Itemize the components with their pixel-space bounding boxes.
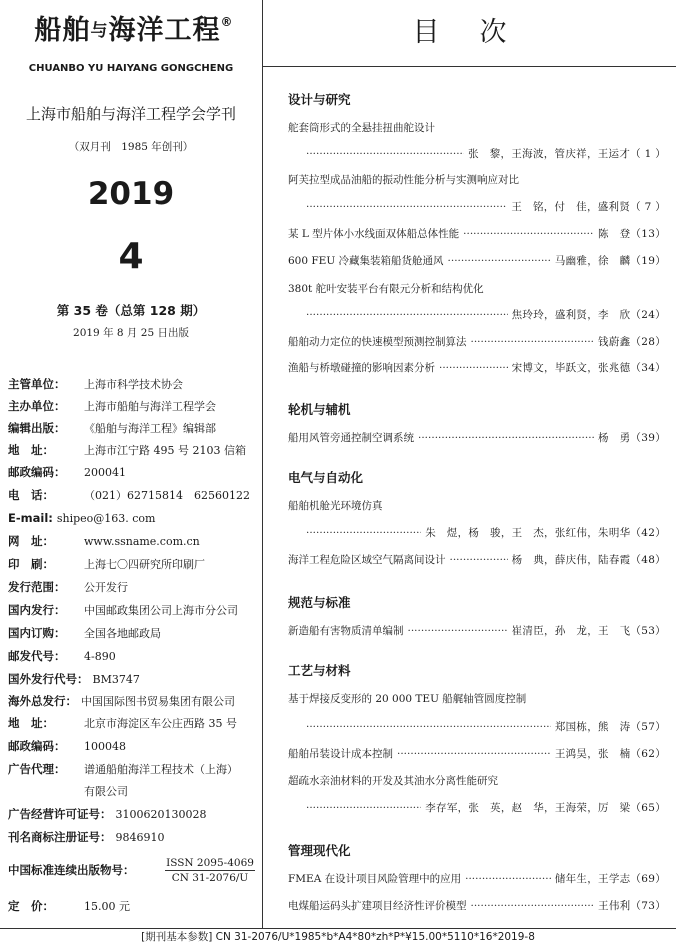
info-label: 网 址： (8, 534, 54, 548)
toc-section-heading: 电气与自动化 (288, 470, 364, 485)
toc-entry (288, 897, 666, 915)
toc-entry (288, 306, 666, 324)
cn-number: CN 31-2076/U (171, 872, 249, 884)
article-title: 海洋工程危险区域空气隔离间设计 (288, 554, 446, 566)
article-title: 船舶吊装设计成本控制 (288, 748, 393, 760)
info-row (8, 624, 260, 642)
issn-number: ISSN 2095-4069 (166, 857, 254, 869)
toc-section-heading: 设计与研究 (288, 92, 351, 107)
price-label: 定 价： (8, 899, 54, 913)
article-authors-page: 王 铭，付 佳，盛利贤（ 7 ） (511, 201, 666, 213)
toc-article-title (288, 280, 666, 298)
toc-section-heading: 规范与标准 (288, 595, 351, 610)
toc-entry (288, 551, 666, 569)
info-value: 9846910 (115, 831, 165, 844)
dot-leader (306, 306, 508, 324)
article-authors-page: 陈 登（13） (598, 228, 666, 240)
journal-logo (14, 8, 254, 47)
toc-entry (288, 198, 666, 216)
info-row (8, 714, 260, 732)
article-title: FMEA 在设计项目风险管理中的应用 (288, 873, 462, 885)
info-row (8, 760, 260, 778)
info-label: 国内订购： (8, 626, 66, 640)
dot-leader (306, 718, 551, 736)
info-value: 上海市船舶与海洋工程学会 (84, 400, 216, 413)
info-label: 印 刷： (8, 557, 54, 571)
info-label: 地 址： (8, 443, 54, 457)
info-label: 主办单位： (8, 399, 66, 413)
article-authors-page: 朱 煜，杨 骏，王 杰，张红伟，朱明华（42） (425, 527, 666, 539)
article-authors-page: 王鸿昊，张 楠（62） (554, 748, 666, 760)
price-row (8, 897, 260, 915)
pinyin-title: CHUANBO YU HAIYANG GONGCHENG (28, 63, 234, 74)
article-title: 船用风管旁通控制空调系统 (288, 432, 414, 444)
info-value: （021）62715814 62560122 (84, 489, 250, 502)
article-authors-page: 李存军，张 英，赵 华，王海荣，厉 梁（65） (425, 802, 666, 814)
info-label: 电 话： (8, 488, 54, 502)
info-label: 广告代理： (8, 762, 66, 776)
issue-number: 4 (118, 236, 144, 277)
article-authors-page: 王伟利（73） (598, 900, 666, 912)
info-value: 100048 (84, 740, 126, 753)
dot-leader (418, 429, 594, 447)
info-label: 邮发代号： (8, 649, 66, 663)
logo-part-3: 海洋工程 (108, 15, 221, 46)
society-name: 上海市船舶与海洋工程学会学刊 (25, 105, 236, 123)
info-value: 中国邮政集团公司上海市分公司 (84, 604, 238, 617)
volume-info: 第 35 卷（总第 128 期） (56, 303, 206, 318)
info-value: 4-890 (84, 650, 116, 663)
toc-entry (288, 359, 666, 377)
info-value: 上海市江宁路 495 号 2103 信箱 (84, 444, 246, 457)
dot-leader (306, 524, 421, 542)
article-authors-page: 焦玲玲，盛利贤，李 欣（24） (511, 309, 666, 321)
toc-entry (288, 745, 666, 763)
toc-entry (288, 622, 666, 640)
info-value: 上海市科学技术协会 (84, 378, 183, 391)
std-number-label: 中国标准连续出版物号： (8, 863, 135, 877)
toc-entry (288, 870, 666, 888)
info-label: 海外总发行： (8, 694, 77, 708)
info-value: 有限公司 (84, 785, 128, 798)
info-label: 邮政编码： (8, 739, 66, 753)
info-label: 刊名商标注册证号： (8, 830, 112, 844)
info-label: 发行范围： (8, 580, 66, 594)
article-authors-page: 杨 勇（39） (598, 432, 666, 444)
info-label: 邮政编码： (8, 465, 66, 479)
info-row (8, 397, 260, 415)
info-row (8, 555, 260, 573)
toc-entry (288, 718, 666, 736)
toc-section-heading: 轮机与辅机 (288, 402, 351, 417)
price-value: 15.00 元 (84, 900, 130, 913)
toc-section-heading: 工艺与材料 (288, 663, 351, 678)
article-title: 基于焊接反变形的 20 000 TEU 船艉轴管圆度控制 (288, 693, 527, 705)
info-row (8, 375, 260, 393)
article-title: 新造船有害物质清单编制 (288, 625, 404, 637)
info-label: 国外发行代号： (8, 672, 89, 686)
info-row (8, 509, 260, 527)
info-label: 编辑出版： (8, 421, 66, 435)
dot-leader (408, 622, 508, 640)
toc-entry (288, 252, 666, 270)
toc-divider (263, 66, 676, 67)
info-value: 200041 (84, 466, 126, 479)
toc-article-title (288, 119, 666, 137)
issue-year: 2019 (87, 176, 175, 212)
article-authors-page: 张 黎，王海波，管庆祥，王运才（ 1 ） (468, 148, 666, 160)
info-row (8, 647, 260, 665)
dot-leader (465, 870, 551, 888)
masthead-column (0, 0, 263, 928)
article-title: 超疏水亲油材料的开发及其油水分离性能研究 (288, 775, 498, 787)
info-row (8, 692, 260, 710)
info-row (8, 828, 260, 846)
toc-article-title (288, 497, 666, 515)
dot-leader (306, 145, 464, 163)
info-value: 中国国际图书贸易集团有限公司 (81, 695, 235, 708)
toc-column (263, 0, 676, 928)
publication-date: 2019 年 8 月 25 日出版 (73, 327, 189, 339)
article-title: 渔船与桥墩碰撞的影响因素分析 (288, 362, 435, 374)
info-value: 北京市海淀区车公庄西路 35 号 (84, 717, 237, 730)
article-authors-page: 崔清臣，孙 龙，王 飞（53） (511, 625, 666, 637)
dot-leader (439, 359, 508, 377)
info-label: 国内发行： (8, 603, 66, 617)
dot-leader (463, 225, 594, 243)
toc-entry (288, 799, 666, 817)
info-row (8, 419, 260, 437)
info-row (8, 532, 260, 550)
dot-leader (448, 252, 551, 270)
dot-leader (306, 198, 507, 216)
info-label: 广告经营许可证号： (8, 807, 112, 821)
toc-article-title (288, 171, 666, 189)
dot-leader (471, 897, 595, 915)
toc-title: 目次 (412, 17, 547, 48)
toc-entry (288, 524, 666, 542)
dot-leader (397, 745, 551, 763)
article-title: 600 FEU 冷藏集装箱船货舱通风 (288, 255, 444, 267)
info-value: shipeo@163. com (56, 512, 156, 525)
dot-leader (306, 799, 421, 817)
toc-entry (288, 429, 666, 447)
dot-leader (471, 333, 595, 351)
info-row (8, 783, 260, 801)
info-value: www.ssname.com.cn (84, 535, 200, 548)
info-value: 全国各地邮政局 (84, 627, 161, 640)
publication-frequency: （双月刊 1985 年创刊） (68, 141, 194, 153)
article-authors-page: 钱蔚鑫（28） (598, 336, 666, 348)
info-row (8, 805, 260, 823)
info-row (8, 578, 260, 596)
article-authors-page: 储年生，王学志（69） (554, 873, 666, 885)
issn-block (165, 856, 255, 885)
info-row (8, 463, 260, 481)
toc-section-heading: 管理现代化 (288, 843, 351, 858)
info-value: BM3747 (92, 673, 140, 686)
article-title: 电煤船运码头扩建项目经济性评价模型 (288, 900, 467, 912)
logo-part-2: 与 (90, 21, 109, 41)
article-authors-page: 郑国栋，熊 涛（57） (554, 721, 666, 733)
article-title: 阿芙拉型成品油船的振动性能分析与实测响应对比 (288, 174, 519, 186)
article-authors-page: 杨 典，薛庆伟，陆春霞（48） (511, 554, 666, 566)
article-title: 舵套筒形式的全悬挂扭曲舵设计 (288, 122, 435, 134)
toc-entry (288, 225, 666, 243)
journal-parameters: [期刊基本参数] CN 31-2076/U*1985*b*A4*80*zh*P*¥15.00*5110*16*2019-8 (0, 928, 676, 946)
toc-entry (288, 333, 666, 351)
info-value: 3100620130028 (115, 808, 207, 821)
toc-entry (288, 145, 666, 163)
info-value: 谱通船舶海洋工程技术（上海） (84, 763, 238, 776)
info-row (8, 486, 260, 504)
info-row (8, 737, 260, 755)
toc-article-title (288, 690, 666, 708)
info-value: 公开发行 (84, 581, 128, 594)
article-title: 某 L 型片体小水线面双体船总体性能 (288, 228, 460, 240)
info-row (8, 670, 260, 688)
toc-article-title (288, 772, 666, 790)
info-label: 地 址： (8, 716, 54, 730)
info-label: E-mail: (8, 511, 53, 525)
dot-leader (450, 551, 508, 569)
registered-mark: ® (220, 15, 234, 29)
article-title: 380t 舵叶安装平台有限元分析和结构优化 (288, 283, 484, 295)
info-label: 主管单位： (8, 377, 66, 391)
article-title: 船舶动力定位的快速模型预测控制算法 (288, 336, 467, 348)
logo-part-1: 船舶 (34, 15, 91, 46)
info-row (8, 601, 260, 619)
info-row (8, 441, 260, 459)
article-authors-page: 宋博文，毕跃文，张兆德（34） (511, 362, 666, 374)
article-title: 船舶机舱光环境仿真 (288, 500, 383, 512)
article-authors-page: 马幽雅，徐 麟（19） (554, 255, 666, 267)
info-value: 《船舶与海洋工程》编辑部 (84, 422, 216, 435)
info-value: 上海七〇四研究所印刷厂 (84, 558, 205, 571)
